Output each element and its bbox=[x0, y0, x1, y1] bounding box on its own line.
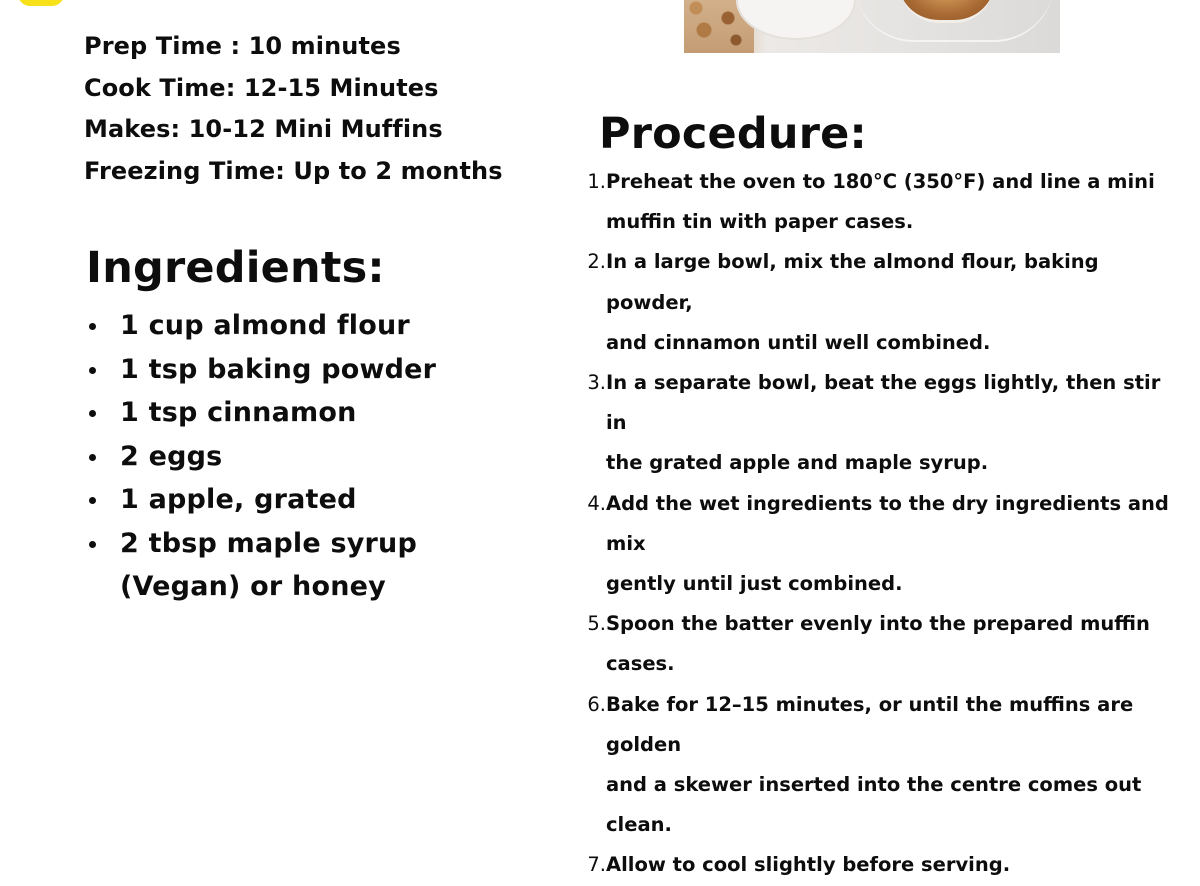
procedure-step bbox=[582, 604, 1186, 684]
recipe-info-list bbox=[84, 26, 503, 192]
cook-time: Cook Time: 12-15 Minutes bbox=[84, 73, 439, 102]
step-text: In a large bowl, mix the almond flour, baking powder, and cinnamon until well combined. bbox=[606, 250, 1099, 354]
step-text: In a separate bowl, beat the eggs lightly, then stir in the grated apple and maple syrup. bbox=[606, 371, 1161, 475]
step-number: 5. bbox=[587, 612, 606, 636]
muffin-photo-icon bbox=[684, 0, 1060, 53]
procedure-step bbox=[582, 363, 1186, 484]
photo-plate bbox=[736, 0, 856, 40]
decorative-corner-shape bbox=[18, 0, 64, 6]
step-text: Allow to cool slightly before serving. bbox=[606, 853, 1011, 877]
step-number: 1. bbox=[587, 170, 606, 193]
ingredients-heading: Ingredients: bbox=[86, 243, 385, 293]
procedure-step bbox=[582, 685, 1186, 846]
procedure-step bbox=[582, 162, 1186, 242]
ingredient-item: 1 tsp baking powder bbox=[86, 348, 546, 392]
step-number: 3. bbox=[587, 371, 606, 395]
step-text: Spoon the batter evenly into the prepared muffin cases. bbox=[606, 612, 1150, 676]
procedure-heading: Procedure: bbox=[599, 109, 867, 159]
ingredient-item: 2 tbsp maple syrup (Vegan) or honey bbox=[86, 522, 546, 609]
makes: Makes: 10-12 Mini Muffins bbox=[84, 115, 443, 143]
prep-time: Prep Time : 10 minutes bbox=[84, 32, 401, 60]
step-number: 4. bbox=[587, 491, 606, 515]
procedure-list bbox=[582, 162, 1186, 886]
step-text: Preheat the oven to 180°C (350°F) and line a mini muffin tin with paper cases. bbox=[606, 170, 1155, 234]
step-number: 6. bbox=[587, 692, 606, 716]
step-number: 7. bbox=[587, 853, 606, 877]
step-text: Bake for 12–15 minutes, or until the muffins are golden and a skewer inserted into the centre comes out clean. bbox=[606, 692, 1142, 837]
step-text: Add the wet ingredients to the dry ingredients and mix gently until just combined. bbox=[606, 491, 1169, 596]
ingredient-item: 1 cup almond flour bbox=[86, 304, 546, 348]
procedure-step bbox=[582, 242, 1186, 363]
ingredient-item: 2 eggs bbox=[86, 435, 546, 479]
freezing-time: Freezing Time: Up to 2 months bbox=[84, 156, 503, 185]
procedure-step bbox=[582, 845, 1186, 885]
procedure-step bbox=[582, 484, 1186, 605]
ingredient-item: 1 tsp cinnamon bbox=[86, 391, 546, 435]
ingredients-list bbox=[86, 304, 546, 609]
ingredient-item: 1 apple, grated bbox=[86, 478, 546, 522]
step-number: 2. bbox=[587, 250, 606, 274]
